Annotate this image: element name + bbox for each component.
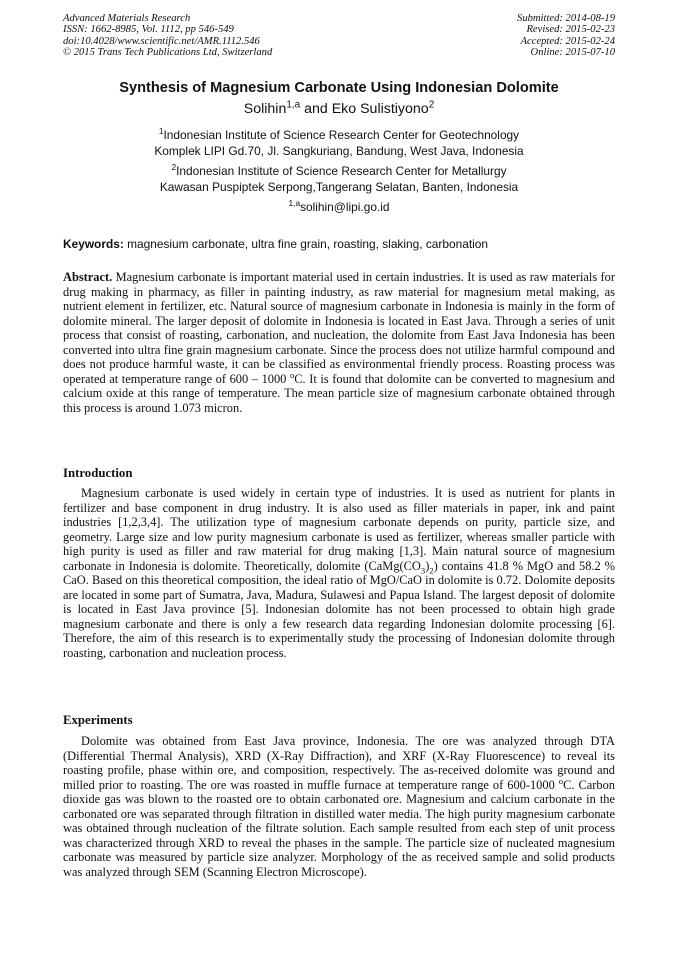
journal-doi: doi:10.4028/www.scientific.net/AMR.1112.546 [63, 35, 260, 47]
experiments-heading: Experiments [63, 713, 133, 727]
affiliation-1-institute: Indonesian Institute of Science Research Center for Geotechnology [163, 128, 520, 142]
journal-info [63, 13, 272, 59]
date-revised: Revised: 2015-02-23 [526, 24, 615, 36]
author-email [0, 200, 678, 214]
affiliation-2 [0, 164, 678, 195]
degree-symbol: o [558, 775, 564, 786]
intro-text-2: ) [425, 558, 430, 573]
journal-name: Advanced Materials Research [63, 13, 191, 24]
abstract-label: Abstract. [63, 270, 113, 284]
abstract-text-1: Magnesium carbonate is important material used in certain industries. It is used as raw materials for drug making in pharmacy, as filler in painting industry, as raw material for magnesium metal making, as nutrient element in fertilizer, etc. Natural source of magnesium carbonate in Indonesia is mainly in the form of dolomite mineral. The larger deposit of dolomite in Indonesia is located in East Java. Through a series of unit process that consist of roasting, carbonation, and nucleation, the dolomite from East Java Indonesia has been converted into ultra fine grain magnesium carbonate. Since the process does not utilize harmful compound and does not produce harmful waste, it can be classified as environmental friendly process. Roasting process was operated at temperature range of 600 – 1000 [63, 270, 615, 386]
date-online: Online: 2015-07-10 [530, 47, 615, 59]
intro-text-1: Magnesium carbonate is used widely in certain type of industries. It is used as nutrient for plants in fertilizer and base component in drug industry. It is also used as filler materials in paper, ink and paint industries [1,2,3,4]. The utilization type of magnesium carbonate depends on purity, particle size, and geometry. Large size and low purity magnesium carbonate is used as fertilizer, whereas smaller particle with high purity is used as filler and raw material for drug making [1,3]. Main natural source of magnesium carbonate in Indonesia is dolomite. Theoretically, dolomite (CaMg(CO [63, 486, 615, 573]
author-2: and Eko Sulistiyono [300, 101, 429, 117]
affiliation-1-marker: 1 [158, 126, 164, 137]
date-submitted: Submitted: 2014-08-19 [517, 13, 615, 24]
keywords [63, 237, 623, 251]
journal-copyright: © 2015 Trans Tech Publications Ltd, Switzerland [63, 47, 273, 59]
subscript-2: 2 [429, 565, 434, 576]
author-2-affil: 2 [428, 99, 435, 111]
exp-text-1: Dolomite was obtained from East Java province, Indonesia. The ore was analyzed through DTA (Differential Thermal Analysis), XRD (X-Ray Diffraction), and XRF (X-Ray Fluorescence) to reveal its roasting profile, phase within ore, and composition, respectively. The as-received dolomite was ground and milled prior to roasting. The ore was roasted in muffle furnace at temperature range of 600-1000 [63, 734, 615, 792]
keywords-text: magnesium carbonate, ultra fine grain, roasting, slaking, carbonation [123, 237, 488, 251]
affiliation-2-institute: Indonesian Institute of Science Research Center for Metallurgy [176, 164, 507, 178]
exp-text-2: C. Carbon dioxide gas was blown to the roasted ore to obtain carbonated ore. Magnesium and calcium carbonate in the carbonated ore was separated through filtration in distilled water media. The high purity magnesium carbonate was obtained through nucleation of the filtrate solution. Each sample resulted from each step of unit process was characterized through XRD to reveal the phases in the sample. The particle size of nucleated magnesium carbonate was measured by particle size analyzer. Morphology of the as received sample and solid products was analyzed through SEM (Scanning Electron Microscope). [63, 777, 615, 879]
submission-dates [517, 13, 615, 59]
degree-symbol: o [289, 369, 295, 380]
author-1: Solihin [243, 101, 287, 117]
date-accepted: Accepted: 2015-02-24 [520, 35, 615, 47]
affiliation-1-address: Komplek LIPI Gd.70, Jl. Sangkuriang, Bandung, West Java, Indonesia [154, 143, 524, 158]
experiments-paragraph [63, 734, 615, 879]
author-line [0, 101, 678, 117]
intro-text-3: ) contains 41.8 % MgO and 58.2 % CaO. Based on this theoretical composition, the ideal ratio of MgO/CaO in dolomite is 0.72. Dolomite deposits are located in some part of Sumatra, Java, Madura, Sulawesi and Papua Island. The largest deposit of dolomite is located in East Java province [5]. Indonesian dolomite has not been processed to obtain high grade magnesium carbonate and there is only a few research data regarding Indonesian dolomite processing [6]. Therefore, the aim of this research is to experimentally study the processing of Indonesian dolomite through roasting, carbonation and nucleation process. [63, 558, 615, 661]
introduction-heading: Introduction [63, 466, 133, 480]
email-marker: 1,a [288, 198, 301, 209]
affiliation-2-marker: 2 [171, 162, 177, 173]
email-address: solihin@lipi.go.id [300, 200, 390, 214]
paper-title: Synthesis of Magnesium Carbonate Using Indonesian Dolomite [119, 80, 559, 96]
journal-issn: ISSN: 1662-8985, Vol. 1112, pp 546-549 [63, 24, 234, 36]
affiliation-2-address: Kawasan Puspiptek Serpong,Tangerang Selatan, Banten, Indonesia [159, 179, 519, 194]
abstract-text-2: C. It is found that dolomite can be converted to magnesium and calcium oxide at this range of temperature. The mean particle size of magnesium carbonate obtained through this process is around 1.073 micron. [63, 371, 615, 415]
keywords-label: Keywords: [63, 237, 124, 251]
subscript-3: 3 [420, 565, 426, 576]
introduction-paragraph [63, 486, 615, 661]
author-1-affil: 1,a [286, 99, 301, 111]
abstract-paragraph [63, 270, 615, 415]
affiliation-1 [0, 128, 678, 159]
